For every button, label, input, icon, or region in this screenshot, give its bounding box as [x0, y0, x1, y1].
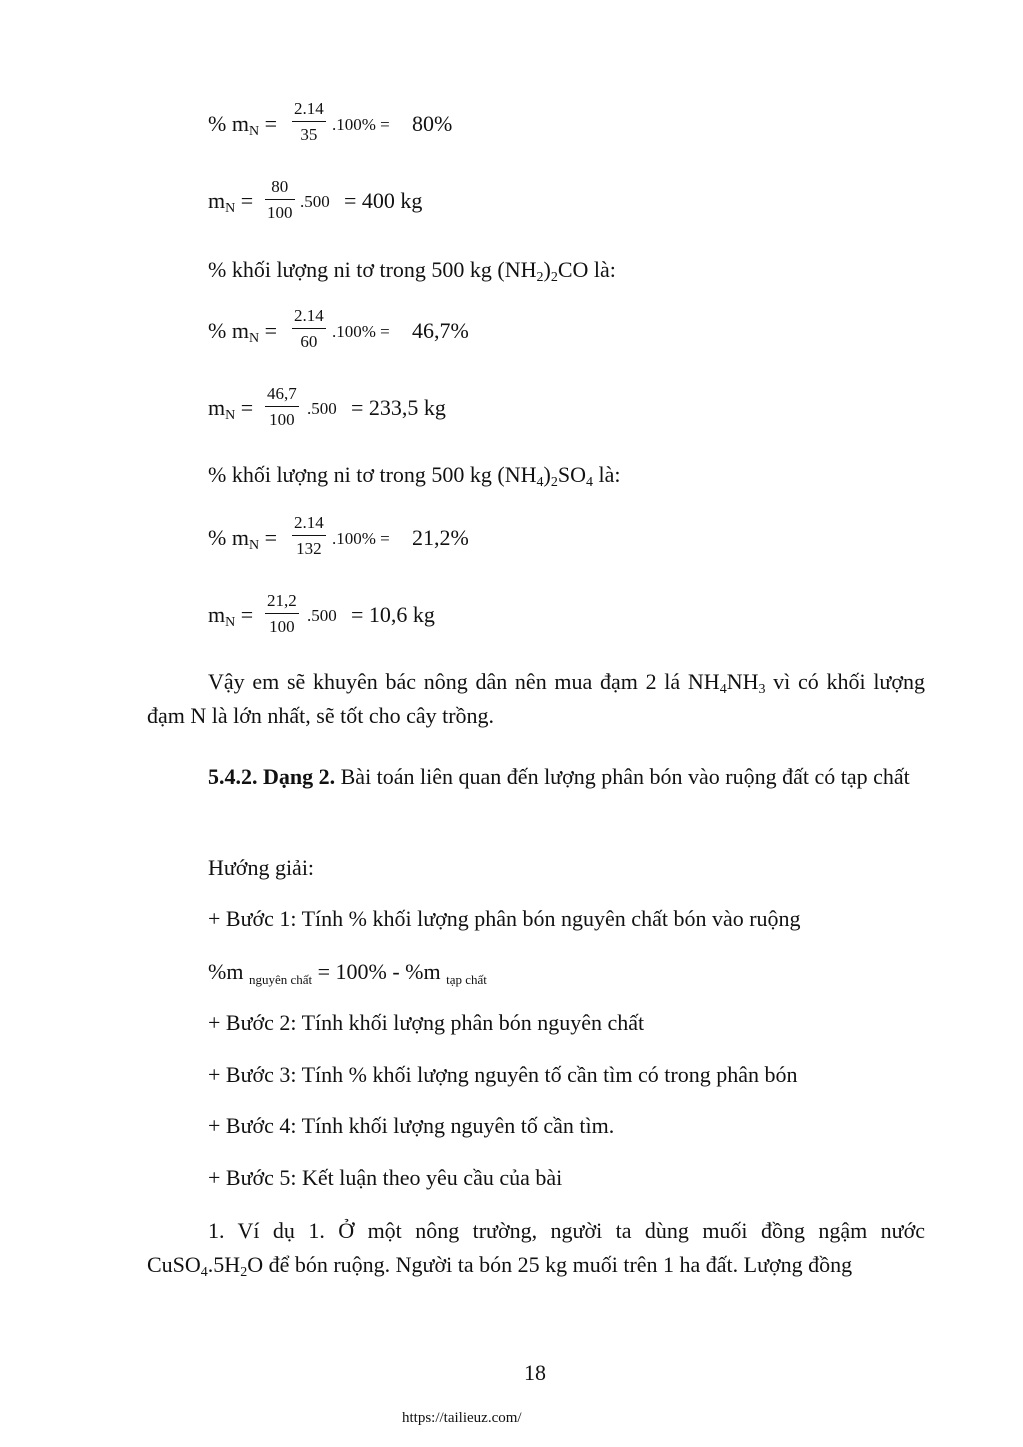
subscript: 2 — [536, 270, 544, 285]
fraction-denominator: 100 — [267, 203, 293, 222]
subscript: tạp chất — [446, 972, 487, 987]
guide-step-1: + Bước 1: Tính % khối lượng phân bón nguyên chất bón vào ruộng — [208, 906, 801, 931]
subscript: 4 — [200, 1265, 208, 1280]
text: vì có khối lượng đạm N là lớn nhất, sẽ tốt cho cây trồng. — [147, 669, 925, 728]
formula-lhs: m — [208, 395, 226, 420]
formula-eq: = — [264, 525, 277, 550]
page-number: 18 — [524, 1360, 546, 1385]
text: SO — [557, 462, 586, 487]
formula-sub: N — [225, 615, 236, 630]
subscript: 4 — [719, 682, 727, 697]
formula-tail: .500 — [307, 606, 337, 625]
formula-tail: .100% = — [332, 115, 390, 134]
formula-eq: = — [264, 111, 277, 136]
text: ) — [543, 462, 551, 487]
fraction-bar — [265, 406, 299, 407]
text: CO là: — [557, 257, 616, 282]
guide-step-5: + Bước 5: Kết luận theo yêu cầu của bài — [208, 1165, 563, 1190]
footer-url[interactable]: https://tailieuz.com/ — [402, 1410, 522, 1426]
formula-sub: N — [248, 124, 260, 139]
subscript: 4 — [585, 475, 593, 490]
subscript: 2 — [550, 475, 558, 490]
text: O để bón ruộng. Người ta bón 25 kg muối trên 1 ha đất. Lượng đồng — [247, 1252, 853, 1277]
fraction-denominator: 100 — [269, 617, 295, 636]
subscript: nguyên chất — [248, 972, 313, 987]
fraction-bar — [292, 535, 326, 536]
text: ) — [543, 257, 551, 282]
formula-tail: .100% = — [332, 322, 390, 341]
formula-result: 80% — [412, 111, 453, 136]
fraction — [265, 177, 295, 223]
formula-sub: N — [248, 538, 260, 553]
text: = 100% - %m — [312, 959, 447, 984]
formula-tail: .500 — [300, 192, 330, 211]
fraction — [292, 306, 326, 352]
formula-result: = 400 kg — [344, 188, 423, 213]
text: Vậy em sẽ khuyên bác nông dân nên mua đạm 2 lá NH — [208, 669, 720, 694]
fraction-denominator: 100 — [269, 410, 295, 429]
formula-eq: = — [240, 188, 254, 213]
text: 1. Ví dụ 1. Ở một nông trường, người ta dùng muối đồng ngậm nước CuSO — [147, 1218, 925, 1277]
subscript: 2 — [240, 1265, 248, 1280]
section-heading: 5.4.2. Dạng 2. — [208, 764, 336, 789]
formula-result: 21,2% — [412, 525, 469, 550]
fraction-denominator: 132 — [296, 539, 322, 558]
fraction-bar — [265, 199, 295, 200]
fraction — [292, 513, 326, 559]
formula-lhs: % m — [208, 318, 249, 343]
formula-result: = 233,5 kg — [351, 395, 446, 420]
text: .5H — [207, 1252, 241, 1277]
formula-tail: .500 — [307, 399, 337, 418]
example-paragraph — [147, 1214, 925, 1282]
fraction-denominator: 35 — [300, 125, 318, 144]
formula-sub: N — [225, 408, 236, 423]
formula-lhs: m — [208, 188, 226, 213]
guide-step-4: + Bước 4: Tính khối lượng nguyên tố cần tìm. — [208, 1113, 615, 1138]
formula-sub: N — [248, 331, 260, 346]
formula-eq: = — [240, 602, 254, 627]
subscript: 2 — [550, 270, 558, 285]
text: % khối lượng ni tơ trong 500 kg (NH — [208, 462, 537, 487]
ammonium-sulfate-heading-line — [208, 462, 620, 488]
formula-lhs: % m — [208, 111, 249, 136]
text: NH — [726, 669, 759, 694]
fraction — [265, 591, 299, 637]
formula-eq: = — [240, 395, 254, 420]
guide-step-3: + Bước 3: Tính % khối lượng nguyên tố cần tìm có trong phân bón — [208, 1062, 798, 1087]
formula-eq: = — [264, 318, 277, 343]
fraction-numerator: 2.14 — [294, 99, 324, 118]
subscript: 3 — [758, 682, 766, 697]
formula-lhs: % m — [208, 525, 249, 550]
fraction-denominator: 60 — [300, 332, 318, 351]
subscript: 4 — [536, 475, 544, 490]
urea-heading-line — [208, 257, 616, 283]
section-paragraph — [147, 760, 925, 794]
formula-tail: .100% = — [332, 529, 390, 548]
fraction-numerator: 80 — [271, 177, 289, 196]
formula-result: = 10,6 kg — [351, 602, 435, 627]
formula-lhs: m — [208, 602, 226, 627]
text: %m — [208, 959, 249, 984]
fraction — [292, 99, 326, 145]
fraction-bar — [292, 328, 326, 329]
guide-step-2: + Bước 2: Tính khối lượng phân bón nguyên chất — [208, 1010, 645, 1035]
formula-sub: N — [225, 201, 236, 216]
fraction-numerator: 46,7 — [267, 384, 297, 403]
conclusion-paragraph — [147, 665, 925, 733]
guide-title: Hướng giải: — [208, 855, 315, 880]
pure-percent-formula — [208, 959, 487, 985]
text: là: — [592, 462, 621, 487]
fraction-bar — [265, 613, 299, 614]
fraction-numerator: 2.14 — [294, 306, 324, 325]
fraction — [265, 384, 299, 430]
text: % khối lượng ni tơ trong 500 kg (NH — [208, 257, 537, 282]
fraction-numerator: 21,2 — [267, 591, 297, 610]
fraction-bar — [292, 121, 326, 122]
fraction-numerator: 2.14 — [294, 513, 324, 532]
section-text: Bài toán liên quan đến lượng phân bón vào ruộng đất có tạp chất — [335, 764, 910, 789]
formula-result: 46,7% — [412, 318, 469, 343]
